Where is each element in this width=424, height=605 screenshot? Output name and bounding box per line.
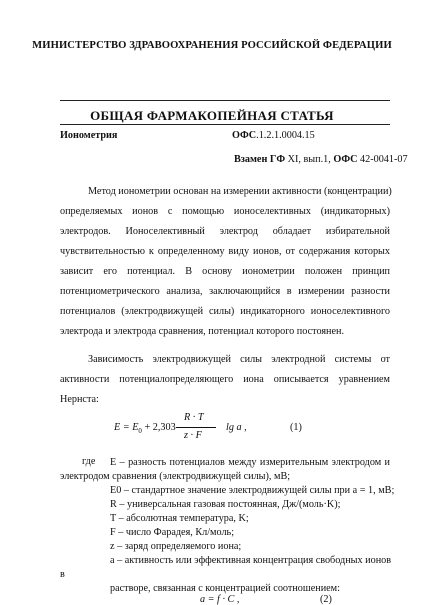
ministry-header: МИНИСТЕРСТВО ЗДРАВООХРАНЕНИЯ РОССИЙСКОЙ ФЕДЕРАЦИИ xyxy=(32,40,392,51)
def-f: F – число Фарадея, Кл/моль; xyxy=(110,527,235,538)
replace-label: Взамен ГФ xyxy=(234,154,286,165)
replace-edition: XI, вып.1, xyxy=(285,154,334,165)
fraction-bar xyxy=(176,427,216,428)
formula-denominator: z · F xyxy=(184,430,202,441)
def-e-line-1: E – разность потенциалов между измерительным электродом и xyxy=(110,457,390,468)
ofs-code xyxy=(232,130,315,141)
paragraph-2-line-3: Нернста: xyxy=(60,394,99,405)
def-a-orphan: в xyxy=(60,569,65,580)
header-rule-bottom xyxy=(60,124,390,125)
paragraph-1-line-5: зависит его потенциал. В основу ионометрии положен принцип xyxy=(60,266,390,277)
formula-2-number: (2) xyxy=(320,594,332,605)
paragraph-2-line-1: Зависимость электродвижущей силы электродной системы от xyxy=(88,354,390,365)
formula-numerator: R · T xyxy=(184,412,204,423)
article-name: Ионометрия xyxy=(60,130,118,141)
ofs-label: ОФС xyxy=(232,130,257,141)
formula-log: lg a , xyxy=(226,422,247,433)
paragraph-1-line-2: определяемых ионов с помощью ионоселективных (индикаторных) xyxy=(60,206,390,217)
nernst-equation xyxy=(114,412,314,446)
def-a-continuation: растворе, связанная с концентрацией соотношением: xyxy=(110,583,340,594)
header-rule-top xyxy=(60,100,390,101)
def-e0: E0 – стандартное значение электродвижущей силы при a = 1, мВ; xyxy=(110,485,395,496)
def-e-line-2: электродом сравнения (электродвижущей силы), мВ; xyxy=(60,471,291,482)
def-a: a – активность или эффективная концентрация свободных ионов xyxy=(110,555,392,566)
paragraph-2-line-2: активности потенциалопределяющего иона описывается уравнением xyxy=(60,374,390,385)
paragraph-1-line-6: потенциометрического анализа, заключающийся в измерении разности xyxy=(60,286,390,297)
formula-lhs: E = E xyxy=(114,422,139,433)
ofs-number: .1.2.1.0004.15 xyxy=(256,130,315,141)
formula-constant: + 2,303 xyxy=(141,422,176,433)
replaces-line xyxy=(234,154,408,165)
where-1: где xyxy=(82,456,96,467)
def-t: T – абсолютная температура, K; xyxy=(110,513,249,524)
paragraph-1-line-4: чувствительностью к определенному виду ионов, от содержания которых xyxy=(60,246,390,257)
formula-lhs-sub: 0 xyxy=(138,427,142,436)
def-r: R – универсальная газовая постоянная, Дж/(моль·K); xyxy=(110,499,341,510)
replace-ofs-label: ОФС xyxy=(333,154,358,165)
paragraph-1-line-8: электрода и электрода сравнения, потенциал которого постоянен. xyxy=(60,326,344,337)
def-z: z – заряд определяемого иона; xyxy=(110,541,242,552)
article-type-title: ОБЩАЯ ФАРМАКОПЕЙНАЯ СТАТЬЯ xyxy=(90,108,334,123)
paragraph-1-line-3: электродов. Ионоселективный электрод обладает избирательной xyxy=(60,226,390,237)
paragraph-1-line-1: Метод ионометрии основан на измерении активности (концентрации) xyxy=(88,186,392,197)
replace-ofs-number: 42-0041-07 xyxy=(357,154,408,165)
formula-1-number: (1) xyxy=(290,422,302,433)
formula-2-text: a = f · C , xyxy=(200,594,240,605)
paragraph-1-line-7: потенциалов (электродвижущей силы) индикаторного ионоселективного xyxy=(60,306,390,317)
